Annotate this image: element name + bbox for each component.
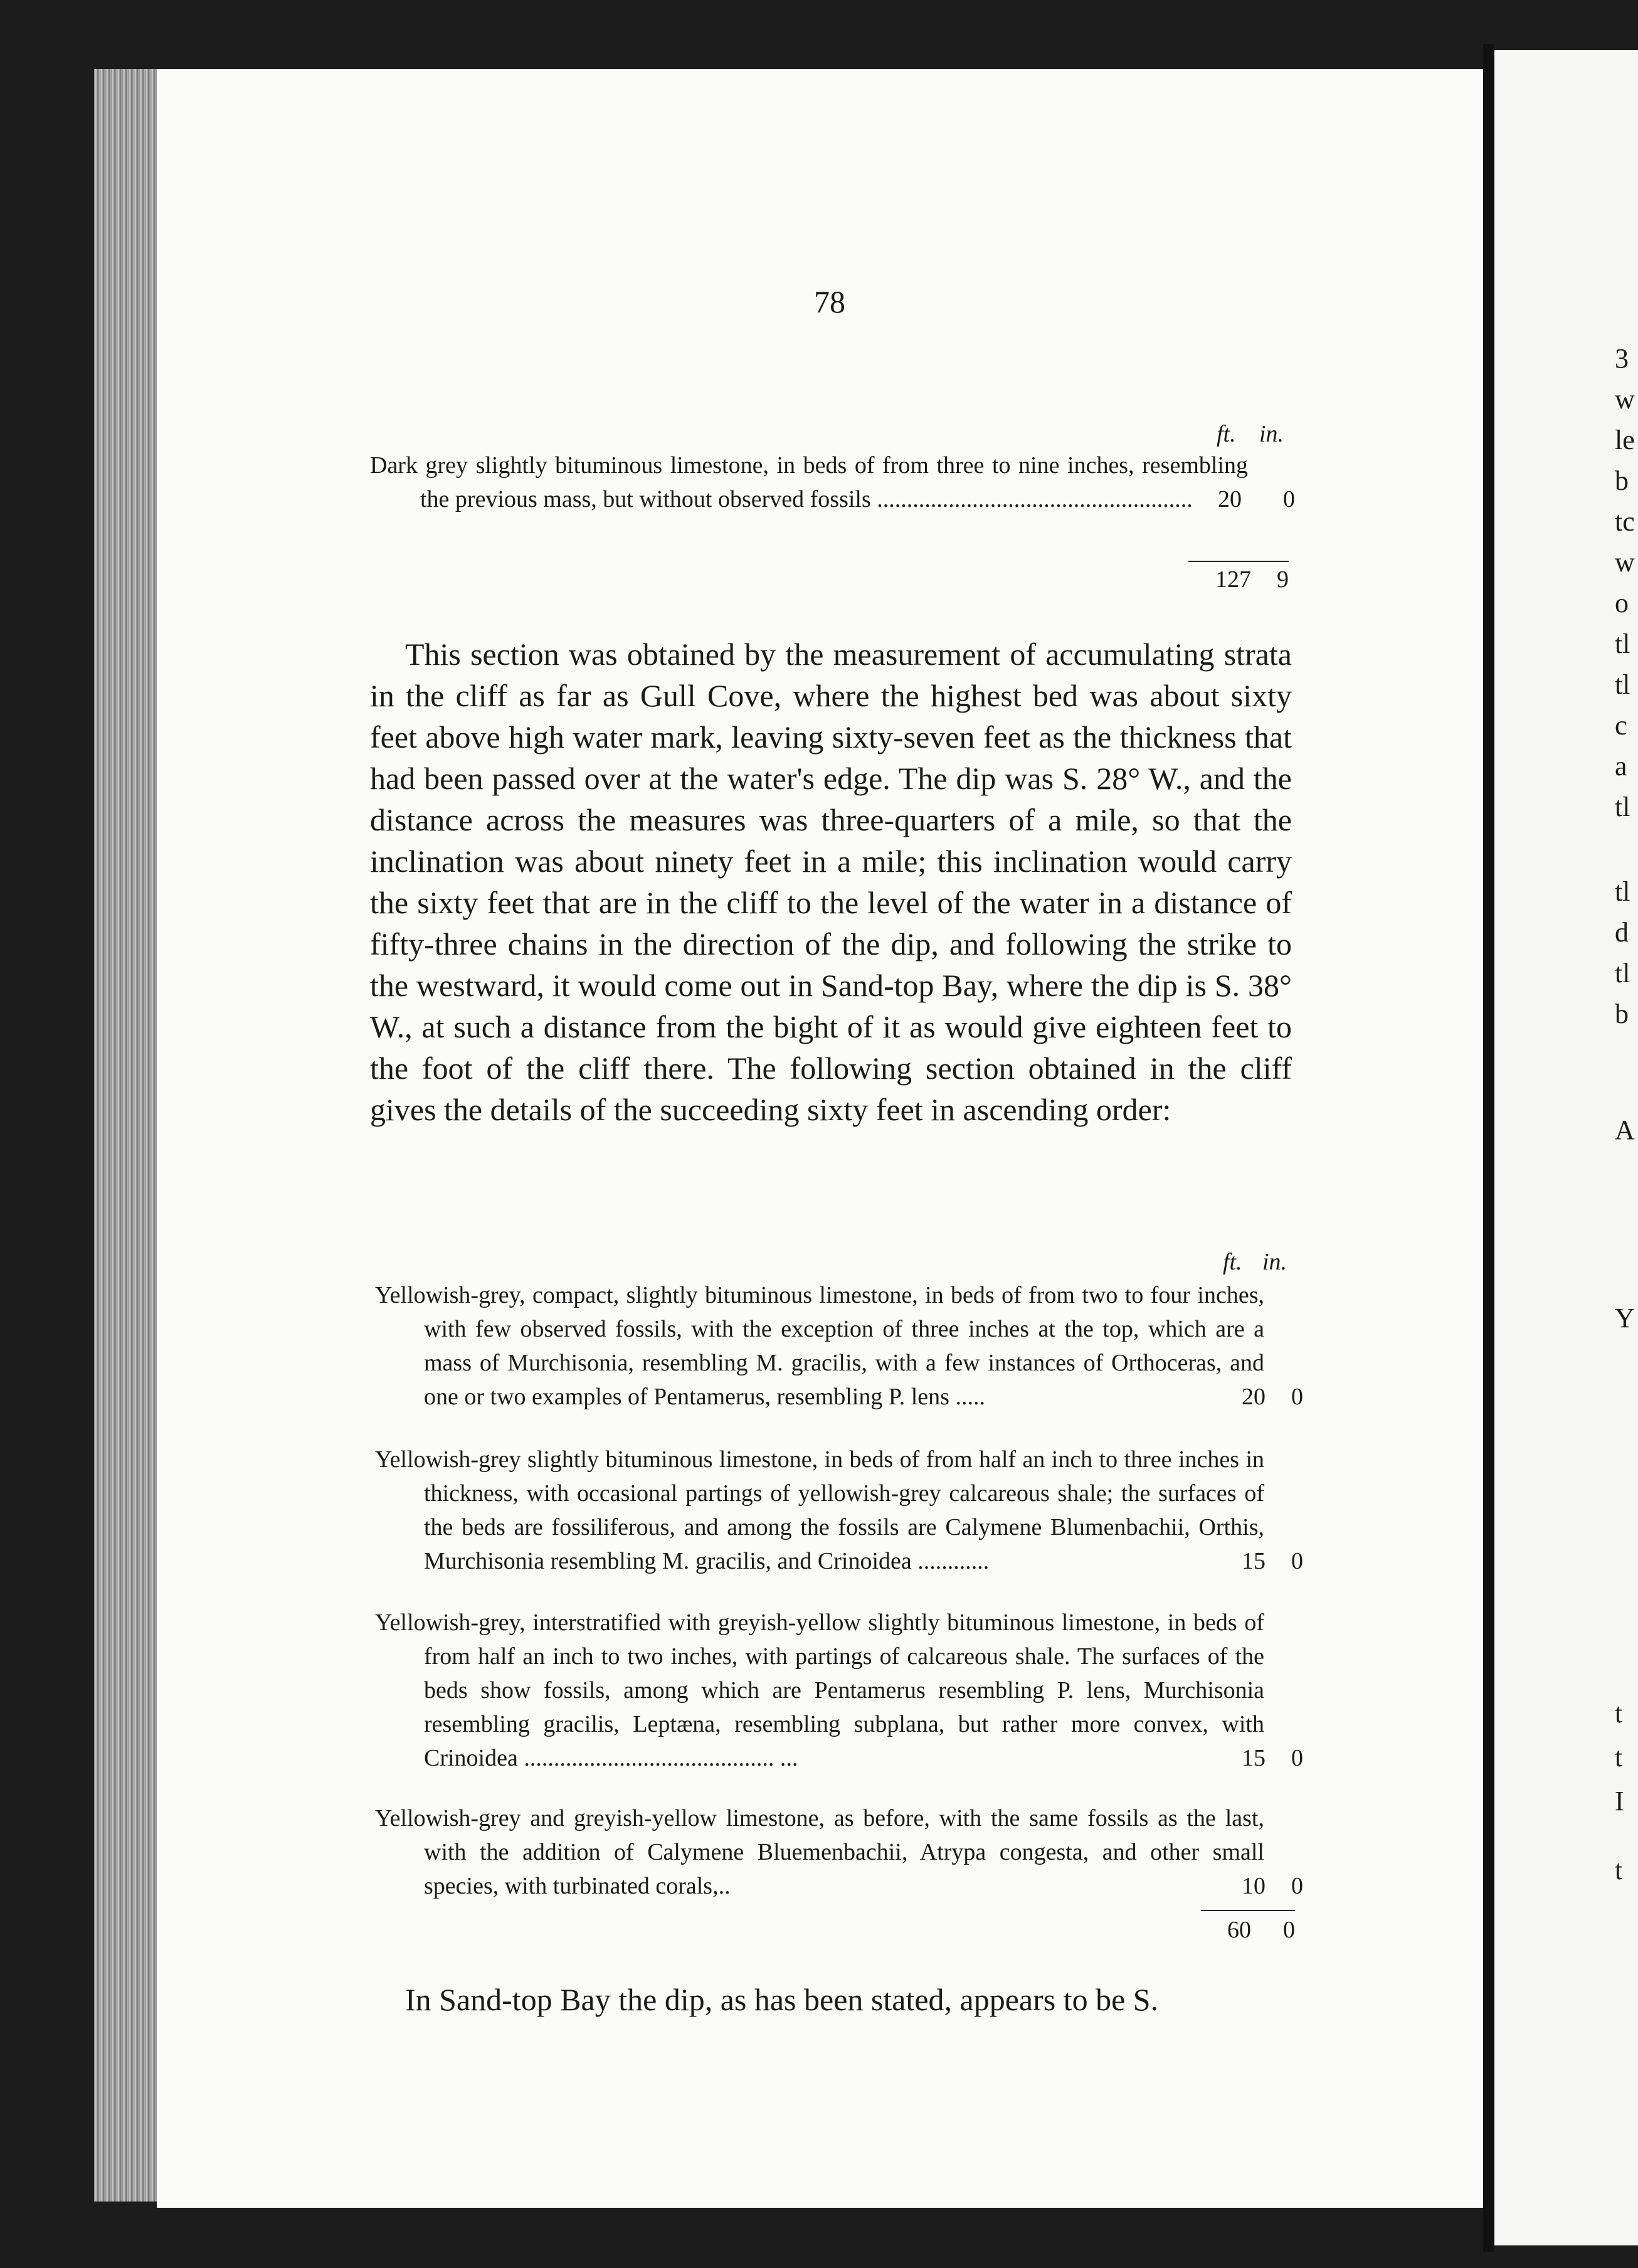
adjacent-fragment: A [1615,1115,1635,1145]
page-number: 78 [814,284,845,319]
adjacent-fragment: t [1615,1742,1623,1773]
entry-ft: 15 [1242,1548,1265,1574]
adjacent-fragment: t [1615,1698,1623,1729]
entry-in: 0 [1291,1873,1303,1899]
sum-rule [1188,561,1289,562]
adjacent-fragment: tc [1615,506,1635,537]
adjacent-fragment: w [1615,384,1635,415]
adjacent-fragment: 3 [1615,343,1629,374]
adjacent-fragment: Y [1615,1303,1635,1333]
adjacent-fragment: tl [1615,958,1630,988]
entry-description: Yellowish-grey, interstratified with greyish-yellow slightly bituminous limestone, in beds of from half an inch to two inches, with partings of calcareous shale. The surfaces of the beds show fossils, among which are Pentamerus resembling P. lens, Murchisonia resembling gracilis, Leptæna, resembling subplana, but rather more convex, with Crinoidea .......................................... ... [375,1609,1264,1771]
entry-description: Dark grey slightly bituminous limestone, in beds of from three to nine inches, resembling the previous mass, but without observed fossils ..................................................... [370,452,1248,512]
adjacent-fragment: le [1615,425,1635,455]
body-paragraph: This section was obtained by the measurement of accumulating strata in the cliff as far as Gull Cove, where the highest bed was about sixty feet above high water mark, leaving sixty-seven feet as the thickness that had been passed over at the water's edge. The dip was S. 28° W., and the distance across the measures was three-quarters of a mile, so that the inclination was about ninety feet in a mile; this inclination would carry the sixty feet that are in the cliff to the level of the water in a distance of fifty-three chains in the direction of the dip, and following the strike to the westward, it would come out in Sand-top Bay, where the dip is S. 38° W., at such a distance from the bight of it as would give eighteen feet to the foot of the cliff there. The following section obtained in the cliff gives the details of the succeeding sixty feet in ascending order: [370,637,1292,1127]
section-entry [375,1443,1303,1578]
entry-in: 0 [1291,1384,1303,1410]
section-entry [375,1278,1303,1414]
entry-in: 0 [1291,1548,1303,1574]
section-entry [375,1801,1303,1903]
entry-description: Yellowish-grey, compact, slightly bituminous limestone, in beds of from two to four inches, with few observed fossils, with the exception of three inches at the top, which are a mass of Murchisonia, resembling M. gracilis, with a few instances of Orthoceras, and one or two examples of Pentamerus, resembling P. lens ..... [375,1282,1264,1410]
entry-in: 0 [1283,486,1295,512]
page-edges [94,69,163,2202]
section-entry [375,1606,1303,1775]
adjacent-fragment: c [1615,710,1627,741]
entry-description: Yellowish-grey and greyish-yellow limestone, as before, with the same fossils as the last, with the addition of Calymene Bluemenbachii, Atrypa congesta, and other small species, with turbinated corals,.. [375,1805,1264,1899]
adjacent-fragment: tl [1615,669,1630,700]
book-page [157,69,1483,2208]
top-total-ft: 127 [1215,566,1251,593]
entry-ft: 10 [1242,1873,1265,1899]
top-total-in: 9 [1277,566,1289,593]
adjacent-fragment: tl [1615,628,1630,659]
adjacent-fragment: tl [1615,792,1630,822]
entry-in: 0 [1291,1745,1303,1771]
adjacent-fragment: t [1615,1855,1623,1885]
unit-header-ft-2: ft. [1223,1249,1242,1275]
sum-rule [1201,1910,1295,1911]
adjacent-page [1494,50,1638,2245]
entry-description: Yellowish-grey slightly bituminous limestone, in beds of from half an inch to three inches in thickness, with occasional partings of yellowish-grey calcareous shale; the surfaces of the beds are fossiliferous, and among the fossils are Calymene Blumenbachii, Orthis, Murchisonia resembling M. gracilis, and Crinoidea ............ [375,1446,1264,1574]
adjacent-fragment: d [1615,917,1629,948]
unit-header-ft: ft. [1217,421,1236,447]
adjacent-fragment: I [1615,1786,1624,1816]
body-paragraph-continued: In Sand-top Bay the dip, as has been stated, appears to be S. [405,1982,1159,2017]
adjacent-fragment: w [1615,547,1635,578]
adjacent-fragment: o [1615,588,1629,618]
second-total-in: 0 [1283,1917,1295,1943]
second-total-ft: 60 [1227,1917,1251,1943]
unit-header-in-2: in. [1262,1249,1287,1275]
unit-header-in: in. [1259,421,1284,447]
entry-ft: 20 [1218,486,1242,512]
top-section-entry [370,448,1295,516]
adjacent-fragment: b [1615,999,1629,1029]
adjacent-fragment: a [1615,751,1627,782]
entry-ft: 20 [1242,1384,1265,1410]
book-gutter [1483,44,1494,2252]
entry-ft: 15 [1242,1745,1265,1771]
adjacent-fragment: tl [1615,876,1630,907]
adjacent-fragment: b [1615,465,1629,496]
